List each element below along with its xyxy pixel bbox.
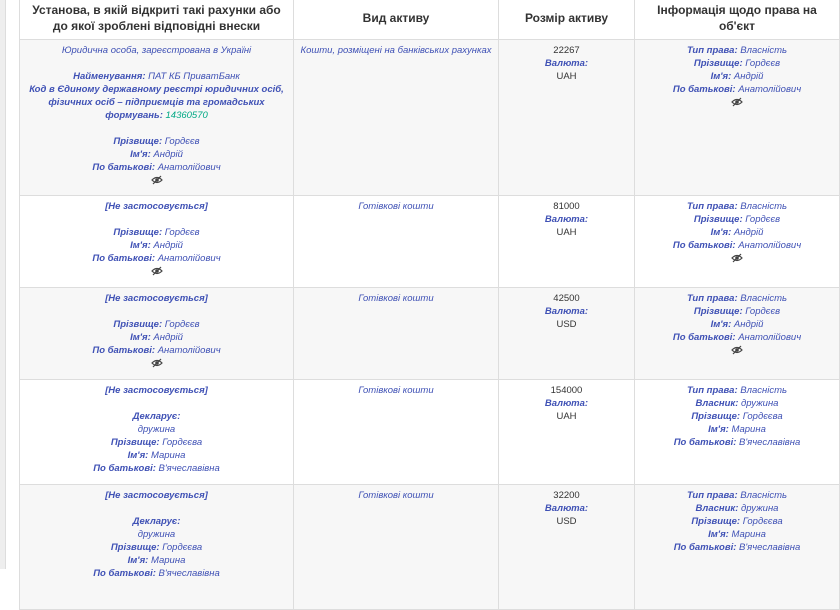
amount-cell (499, 380, 635, 485)
currency-value: USD (556, 516, 577, 527)
table-row (20, 288, 840, 380)
name-value: Андрій (153, 149, 183, 160)
header-asset-amount: Розмір активу (499, 0, 635, 40)
patronymic-value: В'ячеславівна (739, 437, 801, 448)
surname-value: Гордєєва (162, 437, 203, 448)
amount-cell (499, 196, 635, 288)
owner-label: Власник: (695, 503, 739, 514)
name-value: Марина (150, 450, 186, 461)
currency-label: Валюта: (544, 214, 589, 225)
name-label: Ім'я: (708, 529, 729, 540)
hidden-eye-icon[interactable] (731, 97, 743, 107)
owner-value: дружина (741, 398, 779, 409)
surname-label: Прізвище: (693, 214, 743, 225)
not-applicable-text: [Не застосовується] (105, 490, 208, 501)
institution-cell (20, 485, 294, 610)
patronymic-label: По батькові: (673, 542, 737, 553)
surname-label: Прізвище: (113, 319, 163, 330)
name-value: Андрій (153, 332, 183, 343)
currency-label: Валюта: (544, 306, 589, 317)
name-label: Ім'я: (710, 227, 732, 238)
amount-value: 154000 (550, 385, 583, 396)
asset-type-cell (294, 485, 499, 610)
currency-label: Валюта: (544, 503, 589, 514)
name-label: Ім'я: (127, 555, 149, 566)
surname-value: Гордєєва (742, 411, 783, 422)
header-institution: Установа, в якій відкриті такі рахунки або до якої зроблені відповідні внески (20, 0, 294, 40)
name-value: Андрій (733, 319, 764, 330)
hidden-eye-icon[interactable] (151, 266, 163, 276)
asset-type-value: Кошти, розміщені на банківських рахунках (300, 45, 492, 56)
right-type-value: Власність (740, 45, 787, 56)
hidden-eye-icon[interactable] (731, 345, 743, 355)
institution-cell (20, 288, 294, 380)
surname-label: Прізвище: (113, 136, 163, 147)
patronymic-value: В'ячеславівна (739, 542, 801, 553)
surname-label: Прізвище: (691, 516, 741, 527)
currency-value: UAH (556, 227, 577, 238)
name-value: Марина (731, 529, 766, 540)
surname-label: Прізвище: (693, 306, 743, 317)
right-type-label: Тип права: (686, 293, 738, 304)
right-type-value: Власність (740, 201, 787, 212)
table-row (20, 485, 840, 610)
right-type-value: Власність (740, 385, 787, 396)
declarant-label: Декларує: (132, 411, 181, 422)
right-type-label: Тип права: (686, 45, 738, 56)
surname-label: Прізвище: (110, 437, 160, 448)
patronymic-value: Анатолійович (738, 84, 802, 95)
surname-value: Гордєєв (745, 306, 781, 317)
surname-value: Гордєєв (164, 136, 200, 147)
amount-cell (499, 288, 635, 380)
declarant-value: дружина (137, 529, 176, 540)
surname-value: Гордєєва (162, 542, 203, 553)
hidden-eye-icon[interactable] (151, 175, 163, 185)
not-applicable-text: [Не застосовується] (105, 385, 208, 396)
header-asset-type: Вид активу (294, 0, 499, 40)
amount-value: 81000 (553, 201, 580, 212)
rights-cell (635, 40, 840, 196)
surname-value: Гордєєва (742, 516, 783, 527)
surname-label: Прізвище: (113, 227, 163, 238)
institution-cell (20, 380, 294, 485)
currency-value: UAH (556, 71, 577, 82)
name-value: Марина (150, 555, 186, 566)
patronymic-label: По батькові: (672, 240, 736, 251)
patronymic-label: По батькові: (672, 84, 736, 95)
surname-label: Прізвище: (693, 58, 743, 69)
currency-value: USD (556, 319, 577, 330)
asset-type-value: Готівкові кошти (358, 385, 434, 396)
asset-type-cell (294, 288, 499, 380)
amount-value: 32200 (553, 490, 580, 501)
org-name-value: ПАТ КБ ПриватБанк (148, 71, 240, 82)
not-applicable-text: [Не застосовується] (105, 293, 208, 304)
name-label: Ім'я: (130, 149, 151, 160)
right-type-value: Власність (740, 293, 787, 304)
declarant-value: дружина (137, 424, 176, 435)
not-applicable-text: [Не застосовується] (105, 201, 208, 212)
patronymic-value: Анатолійович (157, 253, 221, 264)
currency-label: Валюта: (544, 58, 589, 69)
owner-value: дружина (741, 503, 779, 514)
name-label: Ім'я: (127, 450, 149, 461)
table-header-row (20, 0, 840, 40)
asset-type-cell (294, 40, 499, 196)
owner-label: Власник: (695, 398, 739, 409)
declarant-label: Декларує: (132, 516, 181, 527)
surname-value: Гордєєв (745, 58, 781, 69)
patronymic-label: По батькові: (92, 345, 156, 356)
surname-value: Гордєєв (164, 319, 200, 330)
asset-type-cell (294, 380, 499, 485)
asset-type-value: Готівкові кошти (358, 293, 434, 304)
table-row (20, 380, 840, 485)
amount-cell (499, 485, 635, 610)
patronymic-value: В'ячеславівна (158, 568, 220, 579)
name-value: Андрій (733, 227, 764, 238)
institution-cell (20, 196, 294, 288)
institution-cell (20, 40, 294, 196)
amount-value: 42500 (553, 293, 580, 304)
institution-type: Юридична особа, зареєстрована в Україні (61, 45, 252, 56)
patronymic-label: По батькові: (93, 568, 156, 579)
rights-cell (635, 196, 840, 288)
amount-value: 22267 (553, 45, 580, 56)
org-name-label: Найменування: (73, 71, 146, 82)
asset-type-value: Готівкові кошти (358, 201, 434, 212)
rights-cell (635, 485, 840, 610)
name-value: Андрій (733, 71, 764, 82)
hidden-eye-icon[interactable] (731, 253, 743, 263)
asset-type-cell (294, 196, 499, 288)
rights-cell (635, 288, 840, 380)
name-label: Ім'я: (710, 71, 732, 82)
surname-label: Прізвище: (691, 411, 741, 422)
name-value: Марина (731, 424, 766, 435)
right-type-label: Тип права: (686, 490, 738, 501)
right-type-label: Тип права: (686, 385, 738, 396)
patronymic-label: По батькові: (93, 463, 156, 474)
assets-table (19, 0, 840, 610)
right-type-label: Тип права: (686, 201, 738, 212)
hidden-eye-icon[interactable] (151, 358, 163, 368)
name-label: Ім'я: (708, 424, 729, 435)
patronymic-label: По батькові: (92, 162, 156, 173)
surname-value: Гордєєв (745, 214, 781, 225)
edrpou-label: Код в Єдиному державному реєстрі юридичних осіб, фізичних осіб – підприємців та громадських формувань: (29, 84, 284, 121)
patronymic-value: Анатолійович (157, 345, 221, 356)
name-label: Ім'я: (130, 332, 151, 343)
patronymic-value: В'ячеславівна (158, 463, 220, 474)
name-label: Ім'я: (130, 240, 151, 251)
left-edge-bar (0, 0, 6, 569)
currency-value: UAH (556, 411, 577, 422)
rights-cell (635, 380, 840, 485)
right-type-value: Власність (740, 490, 787, 501)
header-rights-info: Інформація щодо права на об'єкт (635, 0, 840, 40)
asset-type-value: Готівкові кошти (358, 490, 434, 501)
name-label: Ім'я: (710, 319, 732, 330)
patronymic-value: Анатолійович (738, 240, 802, 251)
patronymic-label: По батькові: (92, 253, 156, 264)
patronymic-value: Анатолійович (157, 162, 221, 173)
edrpou-code: 14360570 (165, 110, 208, 121)
table-row (20, 40, 840, 196)
name-value: Андрій (153, 240, 183, 251)
amount-cell (499, 40, 635, 196)
currency-label: Валюта: (544, 398, 589, 409)
patronymic-label: По батькові: (673, 437, 737, 448)
patronymic-value: Анатолійович (738, 332, 802, 343)
surname-value: Гордєєв (164, 227, 200, 238)
table-row (20, 196, 840, 288)
surname-label: Прізвище: (110, 542, 160, 553)
patronymic-label: По батькові: (672, 332, 736, 343)
